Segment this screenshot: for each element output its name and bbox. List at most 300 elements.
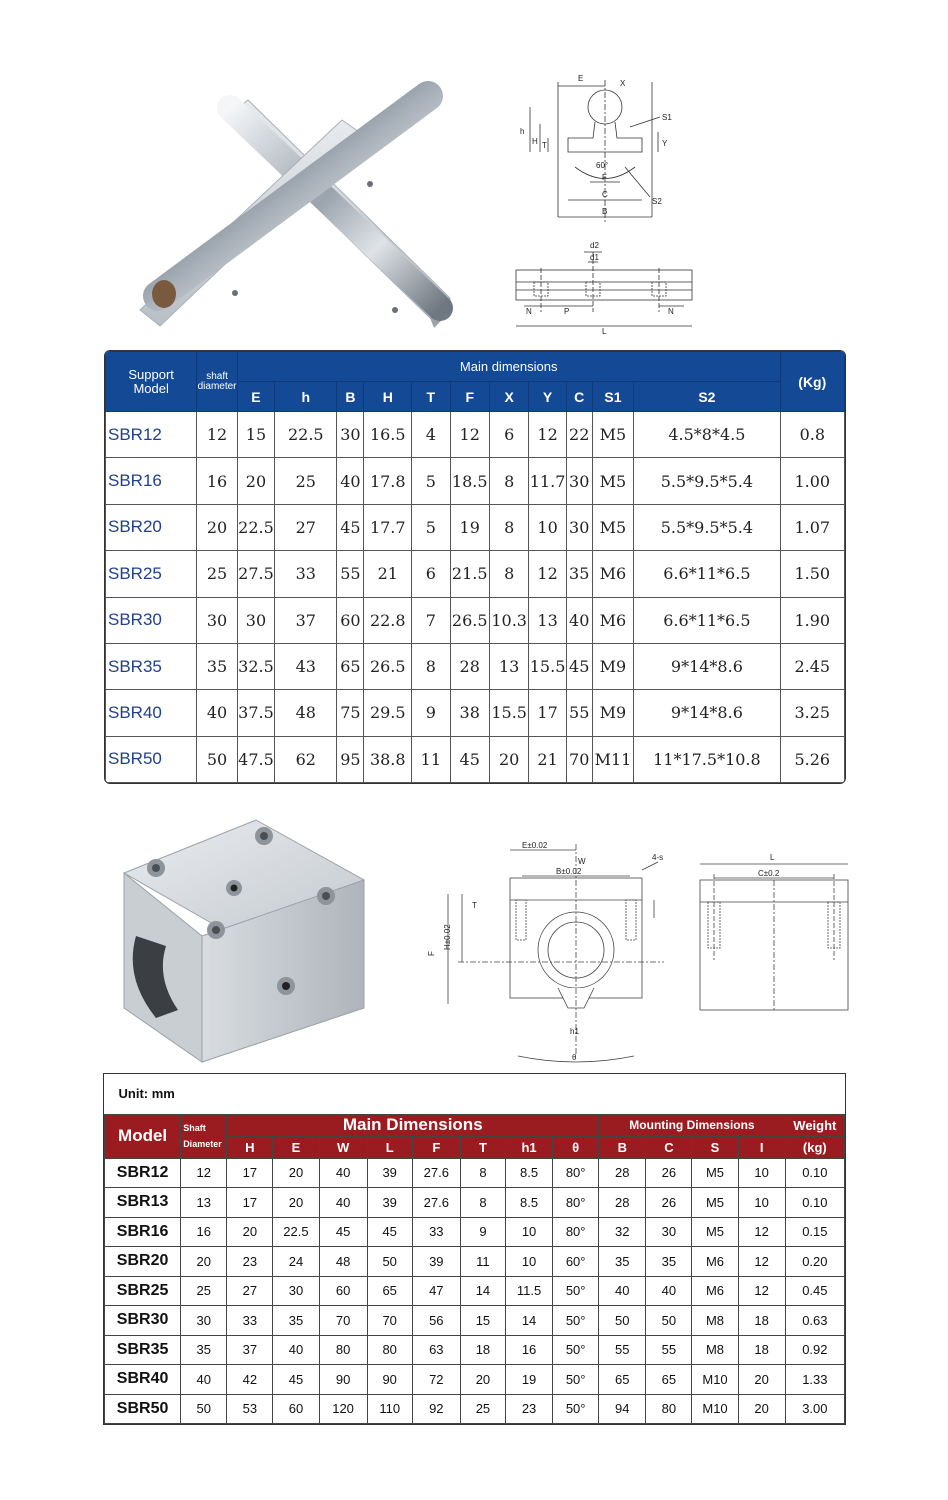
block-cell-s: M6 xyxy=(692,1247,738,1277)
rail-cell-kg: 0.8 xyxy=(780,412,844,458)
rail-header-main-dimensions: Main dimensions xyxy=(237,352,780,382)
rail-cell-model: SBR40 xyxy=(106,690,197,736)
rail-cell-t: 9 xyxy=(412,690,450,736)
block-cell-i: 20 xyxy=(738,1365,785,1395)
rail-cell-s2: 4.5*8*4.5 xyxy=(634,412,780,458)
block-header-shaft: Shaft Diameter xyxy=(181,1114,227,1158)
rail-cell-kg: 3.25 xyxy=(780,690,844,736)
rail-cell-s1: M9 xyxy=(592,643,634,689)
block-cell-c: 26 xyxy=(646,1188,692,1218)
rail-col-E: E xyxy=(237,382,274,412)
block-cell-l: 80 xyxy=(367,1335,412,1365)
block-cell-kg: 0.20 xyxy=(785,1247,844,1277)
block-cell-i: 18 xyxy=(738,1335,785,1365)
rail-cell-c: 30 xyxy=(566,504,592,550)
block-cell-w: 70 xyxy=(319,1306,367,1336)
block-cell-t: 8 xyxy=(460,1158,505,1188)
block-cell-f: 27.6 xyxy=(412,1188,460,1218)
block-cell-model: SBR30 xyxy=(105,1306,181,1336)
block-cell-h1: 10 xyxy=(505,1247,552,1277)
block-cell-e: 20 xyxy=(273,1188,319,1218)
rail-cell-s1: M6 xyxy=(592,551,634,597)
rail-cell-b: 30 xyxy=(337,412,364,458)
rail-col-B: B xyxy=(337,382,364,412)
rail-dim-label-F: F xyxy=(602,173,607,182)
block-dimensions-table xyxy=(103,1073,846,1425)
rail-cell-e: 30 xyxy=(237,597,274,643)
block-cell-h1: 11.5 xyxy=(505,1276,552,1306)
block-cell-h1: 14 xyxy=(505,1306,552,1336)
block-cell-e: 30 xyxy=(273,1276,319,1306)
block-cell-b: 50 xyxy=(599,1306,646,1336)
block-table-row xyxy=(105,1247,845,1277)
rail-cell-x: 8 xyxy=(489,458,528,504)
rail-cell-e: 32.5 xyxy=(237,643,274,689)
block-cell-model: SBR25 xyxy=(105,1276,181,1306)
rail-dim-label-E: E xyxy=(578,74,584,83)
rail-cell-h: 16.5 xyxy=(364,412,412,458)
rail-side-label-d2: d2 xyxy=(590,241,599,250)
block-cell-theta: 60° xyxy=(553,1247,599,1277)
rail-cell-t: 6 xyxy=(412,551,450,597)
rail-cell-s2: 11*17.5*10.8 xyxy=(634,736,780,782)
block-side-label-L: L xyxy=(770,853,775,862)
rail-cell-y: 11.7 xyxy=(529,458,566,504)
rail-cell-b: 75 xyxy=(337,690,364,736)
rail-cell-t: 7 xyxy=(412,597,450,643)
block-cell-f: 39 xyxy=(412,1247,460,1277)
block-col-E: E xyxy=(273,1136,319,1158)
rail-cell-c: 40 xyxy=(566,597,592,643)
block-header-main-dimensions: Main Dimensions xyxy=(227,1114,599,1136)
block-cell-d: 16 xyxy=(181,1217,227,1247)
block-header-model: Model xyxy=(105,1114,181,1158)
rail-side-drawing xyxy=(512,238,698,336)
block-dim-label-h1: h1 xyxy=(570,1027,579,1036)
rail-cell-s2: 6.6*11*6.5 xyxy=(634,597,780,643)
block-cell-c: 30 xyxy=(646,1217,692,1247)
rail-cell-y: 21 xyxy=(529,736,566,782)
block-cell-d: 50 xyxy=(181,1394,227,1424)
block-cell-kg: 0.63 xyxy=(785,1306,844,1336)
rail-cell-f: 19 xyxy=(450,504,489,550)
rail-side-label-L: L xyxy=(602,327,607,336)
rail-cell-b: 65 xyxy=(337,643,364,689)
rail-cell-s1: M11 xyxy=(592,736,634,782)
rail-side-label-N-left: N xyxy=(526,307,532,316)
rail-cell-f: 12 xyxy=(450,412,489,458)
block-cell-l: 39 xyxy=(367,1188,412,1218)
rail-cell-kg: 1.00 xyxy=(780,458,844,504)
block-cell-theta: 50° xyxy=(553,1306,599,1336)
block-cell-model: SBR35 xyxy=(105,1335,181,1365)
rail-header-model: Support Model xyxy=(106,352,197,412)
rail-cell-e: 27.5 xyxy=(237,551,274,597)
rail-cell-x: 8 xyxy=(489,504,528,550)
block-table-row xyxy=(105,1158,845,1188)
rail-cell-h: 26.5 xyxy=(364,643,412,689)
rail-cell-model: SBR35 xyxy=(106,643,197,689)
block-cell-s: M5 xyxy=(692,1158,738,1188)
block-cell-h1: 16 xyxy=(505,1335,552,1365)
block-dim-label-E: E±0.02 xyxy=(522,841,548,850)
rail-section-drawing xyxy=(510,72,700,232)
block-col-h1: h1 xyxy=(505,1136,552,1158)
rail-cell-x: 20 xyxy=(489,736,528,782)
rail-table-row xyxy=(106,690,845,736)
block-cell-t: 14 xyxy=(460,1276,505,1306)
rail-cell-h: 37 xyxy=(275,597,337,643)
rail-cell-t: 11 xyxy=(412,736,450,782)
block-table-row xyxy=(105,1217,845,1247)
support-rail-photo xyxy=(130,78,460,338)
rail-cell-kg: 1.90 xyxy=(780,597,844,643)
block-cell-e: 20 xyxy=(273,1158,319,1188)
linear-bearing-block-photo xyxy=(116,818,376,1064)
rail-cell-s1: M5 xyxy=(592,412,634,458)
block-cell-c: 65 xyxy=(646,1365,692,1395)
block-col-C: C xyxy=(646,1136,692,1158)
block-cell-theta: 80° xyxy=(553,1188,599,1218)
rail-dim-label-angle: 60° xyxy=(596,161,609,170)
rail-col-h: h xyxy=(275,382,337,412)
block-cell-w: 60 xyxy=(319,1276,367,1306)
rail-cell-x: 8 xyxy=(489,551,528,597)
rail-cell-f: 18.5 xyxy=(450,458,489,504)
block-cell-b: 55 xyxy=(599,1335,646,1365)
block-cell-c: 55 xyxy=(646,1335,692,1365)
rail-cell-h: 29.5 xyxy=(364,690,412,736)
rail-dim-label-h: h xyxy=(520,127,525,136)
block-cell-t: 9 xyxy=(460,1217,505,1247)
block-cell-t: 20 xyxy=(460,1365,505,1395)
block-col-F: F xyxy=(412,1136,460,1158)
block-cell-s: M5 xyxy=(692,1188,738,1218)
rail-col-S1: S1 xyxy=(592,382,634,412)
rail-col-H: H xyxy=(364,382,412,412)
block-cell-h1: 23 xyxy=(505,1394,552,1424)
block-cell-c: 35 xyxy=(646,1247,692,1277)
block-cell-h: 42 xyxy=(227,1365,273,1395)
block-cell-kg: 3.00 xyxy=(785,1394,844,1424)
rail-cell-h: 25 xyxy=(275,458,337,504)
block-cell-kg: 0.92 xyxy=(785,1335,844,1365)
block-cell-f: 92 xyxy=(412,1394,460,1424)
block-table-row xyxy=(105,1335,845,1365)
block-cell-w: 120 xyxy=(319,1394,367,1424)
block-col-B: B xyxy=(599,1136,646,1158)
rail-cell-model: SBR20 xyxy=(106,504,197,550)
rail-header-shaft: shaft diameter xyxy=(197,352,237,412)
rail-cell-s2: 5.5*9.5*5.4 xyxy=(634,458,780,504)
rail-dim-label-S1: S1 xyxy=(662,113,672,122)
block-cell-f: 56 xyxy=(412,1306,460,1336)
block-cell-s: M6 xyxy=(692,1276,738,1306)
block-cell-w: 48 xyxy=(319,1247,367,1277)
block-cell-i: 10 xyxy=(738,1158,785,1188)
block-cell-kg: 0.10 xyxy=(785,1158,844,1188)
block-dim-label-W: W xyxy=(578,857,586,866)
block-cell-t: 8 xyxy=(460,1188,505,1218)
rail-cell-s2: 6.6*11*6.5 xyxy=(634,551,780,597)
rail-cell-d: 12 xyxy=(197,412,237,458)
block-cell-f: 27.6 xyxy=(412,1158,460,1188)
block-cell-d: 12 xyxy=(181,1158,227,1188)
rail-cell-f: 38 xyxy=(450,690,489,736)
rail-cell-f: 26.5 xyxy=(450,597,489,643)
block-dim-label-B: B±0.02 xyxy=(556,867,582,876)
rail-table-row xyxy=(106,736,845,782)
block-cell-kg: 0.15 xyxy=(785,1217,844,1247)
rail-cell-h: 62 xyxy=(275,736,337,782)
block-cell-theta: 80° xyxy=(553,1217,599,1247)
rail-cell-x: 6 xyxy=(489,412,528,458)
block-cell-e: 40 xyxy=(273,1335,319,1365)
rail-cell-b: 60 xyxy=(337,597,364,643)
block-cell-b: 28 xyxy=(599,1158,646,1188)
rail-cell-s1: M5 xyxy=(592,504,634,550)
block-cell-s: M10 xyxy=(692,1365,738,1395)
block-cell-i: 12 xyxy=(738,1217,785,1247)
block-header-weight: Weight xyxy=(785,1114,844,1136)
rail-col-Y: Y xyxy=(529,382,566,412)
block-side-drawing xyxy=(694,850,854,1020)
block-cell-theta: 50° xyxy=(553,1365,599,1395)
rail-cell-s1: M9 xyxy=(592,690,634,736)
block-cell-c: 80 xyxy=(646,1394,692,1424)
rail-dimensions-table xyxy=(104,350,846,784)
block-cell-i: 18 xyxy=(738,1306,785,1336)
block-cell-kg: 1.33 xyxy=(785,1365,844,1395)
rail-dim-label-H: H xyxy=(532,137,538,146)
block-cell-f: 63 xyxy=(412,1335,460,1365)
rail-cell-t: 8 xyxy=(412,643,450,689)
rail-cell-f: 45 xyxy=(450,736,489,782)
rail-cell-d: 20 xyxy=(197,504,237,550)
rail-cell-h: 43 xyxy=(275,643,337,689)
block-cell-w: 80 xyxy=(319,1335,367,1365)
block-cell-h: 27 xyxy=(227,1276,273,1306)
rail-cell-f: 21.5 xyxy=(450,551,489,597)
block-cell-theta: 50° xyxy=(553,1335,599,1365)
rail-cell-h: 22.8 xyxy=(364,597,412,643)
block-col-L: L xyxy=(367,1136,412,1158)
block-col-W: W xyxy=(319,1136,367,1158)
rail-cell-kg: 1.50 xyxy=(780,551,844,597)
rail-cell-d: 50 xyxy=(197,736,237,782)
block-table-row xyxy=(105,1306,845,1336)
rail-dim-label-Y: Y xyxy=(662,139,668,148)
rail-side-label-P: P xyxy=(564,307,570,316)
rail-cell-h: 17.7 xyxy=(364,504,412,550)
block-cell-h: 17 xyxy=(227,1188,273,1218)
block-cell-h1: 8.5 xyxy=(505,1188,552,1218)
rail-cell-x: 13 xyxy=(489,643,528,689)
rail-cell-b: 40 xyxy=(337,458,364,504)
block-table-row xyxy=(105,1394,845,1424)
rail-cell-kg: 2.45 xyxy=(780,643,844,689)
rail-side-label-d1: d1 xyxy=(590,253,599,262)
rail-cell-c: 45 xyxy=(566,643,592,689)
block-cell-l: 50 xyxy=(367,1247,412,1277)
block-cell-b: 40 xyxy=(599,1276,646,1306)
block-cell-w: 90 xyxy=(319,1365,367,1395)
block-cell-b: 65 xyxy=(599,1365,646,1395)
rail-dim-label-T: T xyxy=(542,141,547,150)
block-col-S: S xyxy=(692,1136,738,1158)
rail-cell-kg: 1.07 xyxy=(780,504,844,550)
block-cell-f: 33 xyxy=(412,1217,460,1247)
block-cell-l: 39 xyxy=(367,1158,412,1188)
rail-header-weight: (Kg) xyxy=(780,352,844,412)
rail-cell-h: 17.8 xyxy=(364,458,412,504)
block-cell-l: 65 xyxy=(367,1276,412,1306)
rail-cell-model: SBR12 xyxy=(106,412,197,458)
block-side-label-C: C±0.2 xyxy=(758,869,780,878)
block-cell-s: M5 xyxy=(692,1217,738,1247)
block-cell-model: SBR20 xyxy=(105,1247,181,1277)
block-cell-h1: 10 xyxy=(505,1217,552,1247)
block-cell-h1: 19 xyxy=(505,1365,552,1395)
rail-cell-c: 70 xyxy=(566,736,592,782)
rail-cell-kg: 5.26 xyxy=(780,736,844,782)
block-col-T: T xyxy=(460,1136,505,1158)
rail-col-X: X xyxy=(489,382,528,412)
block-cell-b: 94 xyxy=(599,1394,646,1424)
block-cell-f: 72 xyxy=(412,1365,460,1395)
rail-cell-y: 12 xyxy=(529,412,566,458)
block-cell-s: M8 xyxy=(692,1335,738,1365)
block-cell-h: 37 xyxy=(227,1335,273,1365)
block-cell-w: 40 xyxy=(319,1158,367,1188)
rail-cell-t: 4 xyxy=(412,412,450,458)
rail-cell-s1: M5 xyxy=(592,458,634,504)
rail-cell-e: 20 xyxy=(237,458,274,504)
block-cell-t: 18 xyxy=(460,1335,505,1365)
rail-cell-y: 17 xyxy=(529,690,566,736)
block-cell-t: 11 xyxy=(460,1247,505,1277)
rail-cell-h: 27 xyxy=(275,504,337,550)
block-cell-s: M10 xyxy=(692,1394,738,1424)
rail-cell-x: 15.5 xyxy=(489,690,528,736)
block-cell-w: 45 xyxy=(319,1217,367,1247)
rail-dim-label-C: C xyxy=(602,190,608,199)
rail-table-row xyxy=(106,504,845,550)
rail-cell-model: SBR16 xyxy=(106,458,197,504)
block-cell-model: SBR50 xyxy=(105,1394,181,1424)
block-cell-l: 90 xyxy=(367,1365,412,1395)
rail-cell-y: 15.5 xyxy=(529,643,566,689)
rail-cell-d: 40 xyxy=(197,690,237,736)
block-cell-model: SBR16 xyxy=(105,1217,181,1247)
block-section-drawing xyxy=(418,838,678,1068)
block-dim-label-holes: 4-s xyxy=(652,853,664,862)
block-cell-d: 20 xyxy=(181,1247,227,1277)
block-dim-label-T: T xyxy=(472,901,477,910)
rail-cell-s2: 9*14*8.6 xyxy=(634,643,780,689)
block-cell-d: 40 xyxy=(181,1365,227,1395)
block-cell-c: 40 xyxy=(646,1276,692,1306)
rail-cell-s2: 5.5*9.5*5.4 xyxy=(634,504,780,550)
rail-cell-c: 35 xyxy=(566,551,592,597)
block-cell-d: 30 xyxy=(181,1306,227,1336)
block-cell-l: 45 xyxy=(367,1217,412,1247)
block-cell-e: 24 xyxy=(273,1247,319,1277)
block-col-H: H xyxy=(227,1136,273,1158)
block-cell-theta: 80° xyxy=(553,1158,599,1188)
block-cell-e: 35 xyxy=(273,1306,319,1336)
rail-cell-b: 95 xyxy=(337,736,364,782)
rail-cell-y: 10 xyxy=(529,504,566,550)
block-cell-h: 17 xyxy=(227,1158,273,1188)
rail-cell-d: 30 xyxy=(197,597,237,643)
block-cell-f: 47 xyxy=(412,1276,460,1306)
block-col-weight-unit: (kg) xyxy=(785,1136,844,1158)
block-cell-e: 45 xyxy=(273,1365,319,1395)
block-cell-h: 33 xyxy=(227,1306,273,1336)
block-cell-t: 15 xyxy=(460,1306,505,1336)
block-cell-d: 25 xyxy=(181,1276,227,1306)
rail-cell-model: SBR30 xyxy=(106,597,197,643)
rail-cell-h: 48 xyxy=(275,690,337,736)
rail-table-row xyxy=(106,551,845,597)
block-cell-h: 20 xyxy=(227,1217,273,1247)
block-table-row xyxy=(105,1276,845,1306)
rail-col-T: T xyxy=(412,382,450,412)
rail-cell-h: 22.5 xyxy=(275,412,337,458)
rail-cell-h: 38.8 xyxy=(364,736,412,782)
block-cell-model: SBR13 xyxy=(105,1188,181,1218)
block-cell-b: 35 xyxy=(599,1247,646,1277)
block-cell-b: 32 xyxy=(599,1217,646,1247)
block-cell-i: 10 xyxy=(738,1188,785,1218)
block-cell-model: SBR40 xyxy=(105,1365,181,1395)
rail-dim-label-B: B xyxy=(602,207,608,216)
rail-cell-t: 5 xyxy=(412,504,450,550)
block-cell-i: 12 xyxy=(738,1247,785,1277)
rail-cell-t: 5 xyxy=(412,458,450,504)
rail-dim-label-X: X xyxy=(620,79,626,88)
rail-side-label-N-right: N xyxy=(668,307,674,316)
block-cell-h: 23 xyxy=(227,1247,273,1277)
block-cell-h1: 8.5 xyxy=(505,1158,552,1188)
block-dim-label-H: H±0.02 xyxy=(443,924,452,950)
block-table-row xyxy=(105,1188,845,1218)
rail-cell-model: SBR25 xyxy=(106,551,197,597)
block-cell-h: 53 xyxy=(227,1394,273,1424)
rail-table-row xyxy=(106,643,845,689)
rail-cell-c: 22 xyxy=(566,412,592,458)
rail-col-C: C xyxy=(566,382,592,412)
block-cell-l: 70 xyxy=(367,1306,412,1336)
rail-cell-h: 21 xyxy=(364,551,412,597)
block-cell-theta: 50° xyxy=(553,1394,599,1424)
rail-cell-e: 15 xyxy=(237,412,274,458)
block-cell-l: 110 xyxy=(367,1394,412,1424)
rail-table-row xyxy=(106,597,845,643)
block-cell-i: 12 xyxy=(738,1276,785,1306)
rail-cell-d: 25 xyxy=(197,551,237,597)
rail-cell-y: 12 xyxy=(529,551,566,597)
block-cell-c: 50 xyxy=(646,1306,692,1336)
rail-col-S2: S2 xyxy=(634,382,780,412)
rail-cell-h: 33 xyxy=(275,551,337,597)
rail-cell-e: 47.5 xyxy=(237,736,274,782)
block-cell-kg: 0.10 xyxy=(785,1188,844,1218)
block-dim-label-F: F xyxy=(427,951,436,956)
rail-cell-x: 10.3 xyxy=(489,597,528,643)
rail-cell-y: 13 xyxy=(529,597,566,643)
